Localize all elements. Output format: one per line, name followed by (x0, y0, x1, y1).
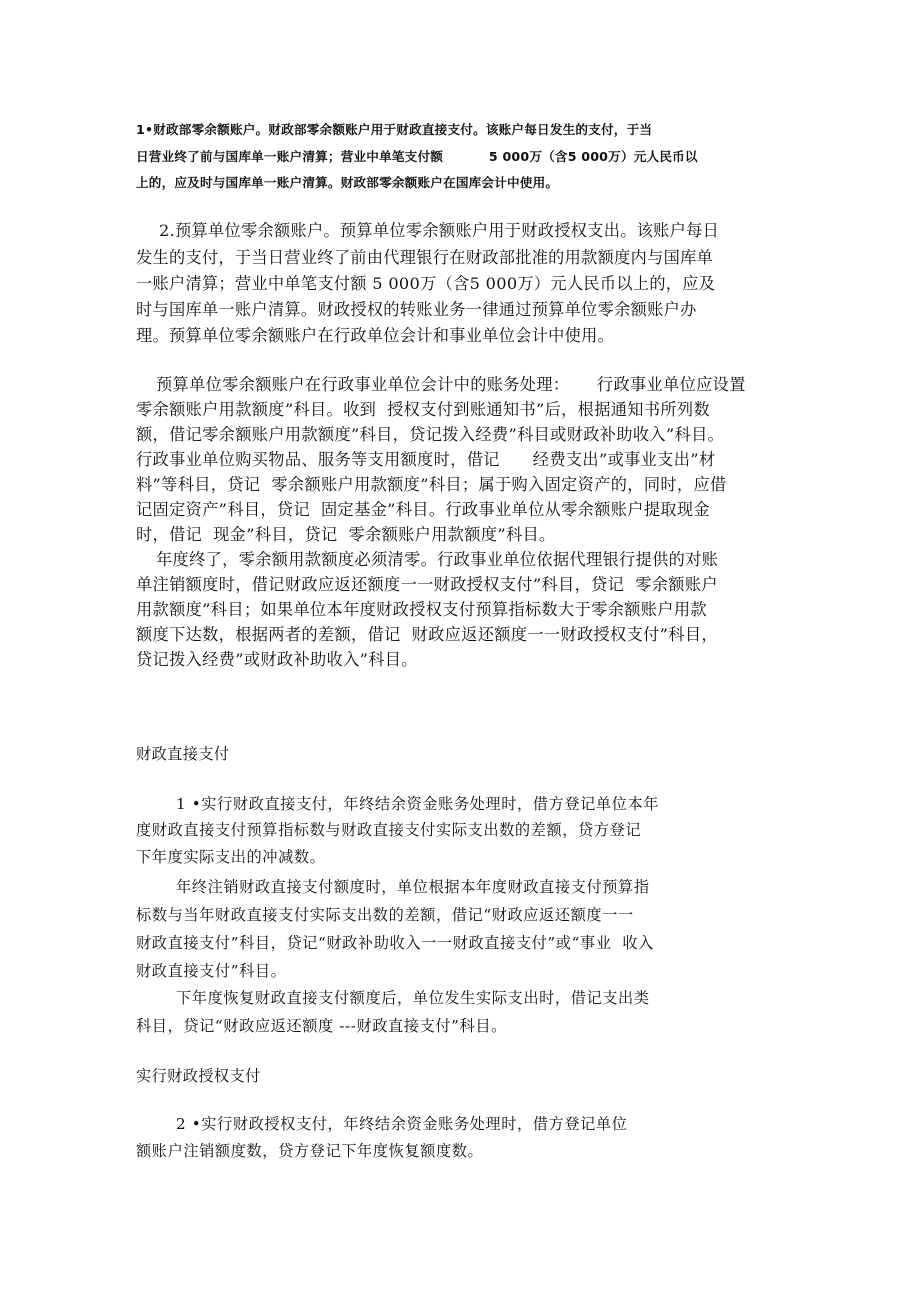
text-line: 用款额度”科目；如果单位本年度财政授权支付预算指标数大于零余额账户用款 (136, 600, 707, 619)
text-line: 时，借记 现金”科目，贷记 零余额账户用款额度”科目。 (136, 525, 556, 544)
text-line: 1•财政部零余额账户。财政部零余额账户用于财政直接支付。该账户每日发生的支付，于当 (136, 122, 653, 137)
text-line: 料”等科目，贷记 零余额账户用款额度”科目；属于购入固定资产的，同时，应借 (136, 475, 727, 494)
text-line: 财政直接支付”科目。 (136, 962, 287, 980)
text-line: 上的，应及时与国库单一账户清算。财政部零余额账户在国库会计中使用。 (136, 175, 559, 190)
text-line: 下年度恢复财政直接支付额度后，单位发生实际支出时，借记支出类 (176, 989, 650, 1007)
text-line: 时与国库单一账户清算。财政授权的转账业务一律通过预算单位零余额账户办 (136, 300, 697, 319)
text-line: 一账户清算；营业中单笔支付额 5 000万（含5 000万）元人民币以上的，应及 (136, 274, 716, 293)
text-line: 2 •实行财政授权支付，年终结余资金账务处理时，借方登记单位 (176, 1115, 628, 1133)
text-line: 度财政直接支付预算指标数与财政直接支付实际支出数的差额，贷方登记 (136, 821, 642, 839)
text-line: 发生的支付，于当日营业终了前由代理银行在财政部批准的用款额度内与国库单 (136, 248, 714, 267)
text-line: 日营业终了前与国库单一账户清算；营业中单笔支付额 5 000万（含5 000万）元人民币以 (136, 149, 698, 164)
text-line: 1 •实行财政直接支付，年终结余资金账务处理时，借方登记单位本年 (176, 795, 660, 813)
text-line: 行政事业单位购买物品、服务等支用额度时，借记 经费支出”或事业支出”材 (136, 450, 716, 469)
text-line: 额账户注销额度数，贷方登记下年度恢复额度数。 (136, 1142, 484, 1160)
text-line: 理。预算单位零余额账户在行政单位会计和事业单位会计中使用。 (136, 326, 615, 345)
heading-direct-payment: 财政直接支付 (136, 745, 230, 763)
text-line: 下年度实际支出的冲减数。 (136, 848, 326, 866)
text-line: 2.预算单位零余额账户。预算单位零余额账户用于财政授权支出。该账户每日 (159, 221, 720, 240)
text-line: 预算单位零余额账户在行政事业单位会计中的账务处理： 行政事业单位应设置 (156, 375, 746, 394)
text-line: 财政直接支付”科目，贷记“财政补助收入一一财政直接支付”或“事业 收入 (136, 934, 654, 952)
text-line: 零余额账户用款额度”科目。收到 授权支付到账通知书”后，根据通知书所列数 (136, 400, 710, 419)
text-line: 额度下达数，根据两者的差额，借记 财政应返还额度一一财政授权支付”科目， (136, 625, 718, 644)
text-line: 贷记拨入经费”或财政补助收入”科目。 (136, 650, 418, 669)
text-line: 额，借记零余额账户用款额度”科目，贷记拨入经费”科目或财政补助收入”科目。 (136, 425, 725, 444)
text-line: 标数与当年财政直接支付实际支出数的差额，借记“财政应返还额度一一 (136, 906, 634, 924)
text-line: 年度终了，零余额用款额度必须清零。行政事业单位依据代理银行提供的对账 (156, 550, 719, 569)
text-line: 科目，贷记“财政应返还额度 ---财政直接支付”科目。 (136, 1017, 507, 1035)
heading-authorized-payment: 实行财政授权支付 (136, 1067, 261, 1085)
text-line: 记固定资产”科目，贷记 固定基金”科目。行政事业单位从零余额账户提取现金 (136, 500, 710, 519)
text-line: 单注销额度时，借记财政应返还额度一一财政授权支付”科目，贷记 零余额账户 (136, 575, 718, 594)
text-line: 年终注销财政直接支付额度时，单位根据本年度财政直接支付预算指 (176, 878, 650, 896)
